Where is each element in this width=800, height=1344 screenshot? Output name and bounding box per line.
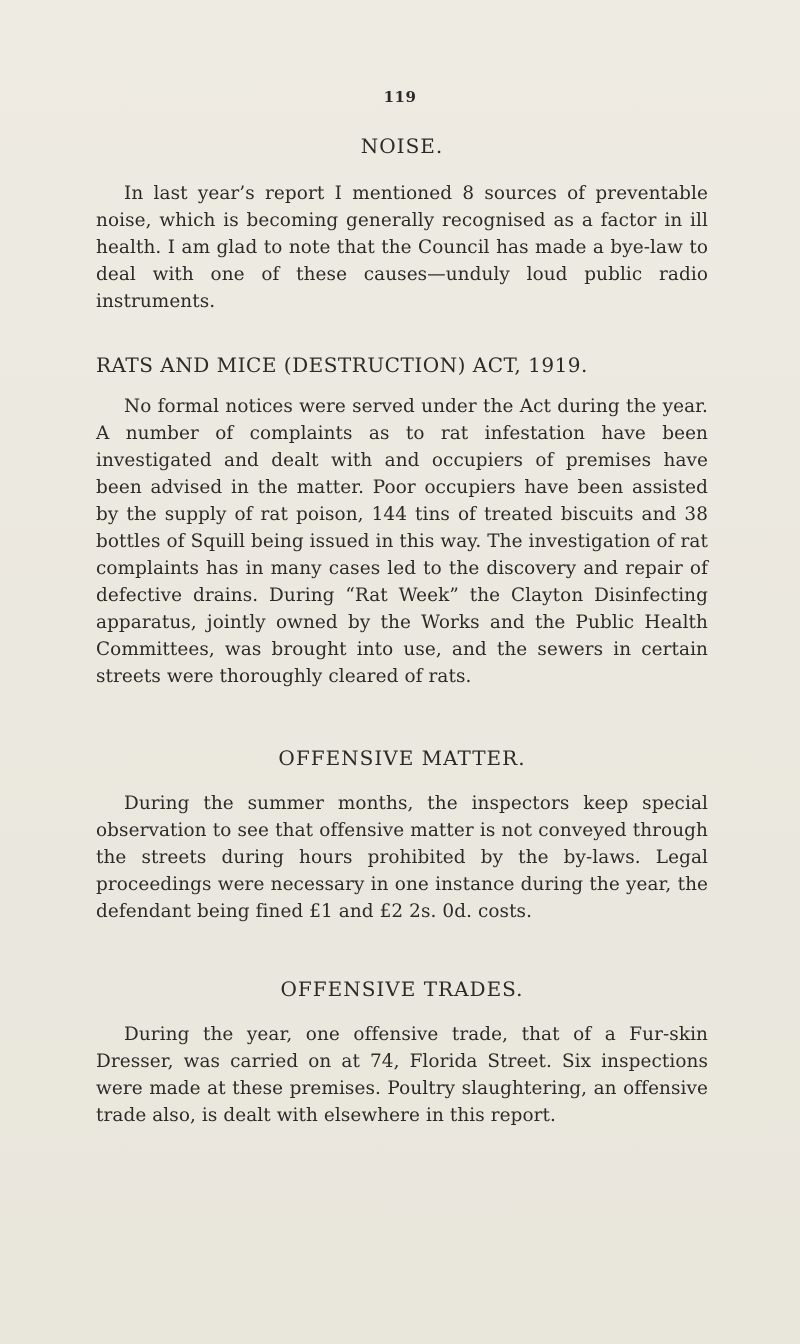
paragraph-offensive-trades: During the year, one offensive trade, that of a Fur-skin Dresser, was carried on at 74, Florida Street. Six inspections were made at these premises. Poultry slaughtering, an offensive trade also, is dealt with elsewhere in this report.	[96, 1024, 708, 1126]
section-rats-and-mice	[96, 353, 708, 690]
paragraph-noise: In last year’s report I mentioned 8 sources of preventable noise, which is becoming generally recognised as a factor in ill health. I am glad to note that the Council has made a bye-law to deal with one of these causes—unduly loud public radio instruments.	[96, 183, 708, 312]
section-noise	[96, 134, 708, 315]
section-title-offensive-matter: OFFENSIVE MATTER.	[278, 746, 526, 770]
page-body	[96, 134, 708, 1129]
section-title-rats-and-mice: RATS AND MICE (DESTRUCTION) ACT, 1919.	[96, 353, 588, 377]
section-offensive-trades	[96, 977, 708, 1129]
paragraph-rats-and-mice: No formal notices were served under the Act during the year. A number of complaints as to rat infestation have been investigated and dealt with and occupiers of premises have been advised in the matter. Poor occupiers have been assisted by the supply of rat poison, 144 tins of treated biscuits and 38 bottles of Squill being issued in this way. The investigation of rat complaints has in many cases led to the discovery and repair of defective drains. During “Rat Week” the Clayton Disinfecting apparatus, jointly owned by the Works and the Public Health Committees, was brought into use, and the sewers in certain streets were thoroughly cleared of rats.	[96, 396, 708, 687]
section-title-noise: NOISE.	[360, 134, 444, 158]
section-offensive-matter	[96, 746, 708, 925]
page-number: 119	[383, 88, 417, 106]
section-title-offensive-trades: OFFENSIVE TRADES.	[280, 977, 524, 1001]
paragraph-offensive-matter: During the summer months, the inspectors keep special observation to see that offensive matter is not conveyed through the streets during hours prohibited by the by-laws. Legal proceedings were necessary in one instance during the year, the defendant being fined £1 and £2 2s. 0d. costs.	[96, 793, 708, 922]
